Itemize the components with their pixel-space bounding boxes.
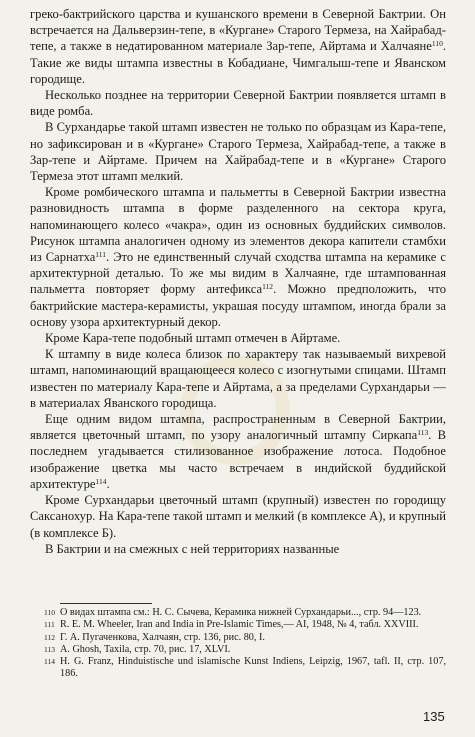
footnotes [38, 607, 446, 681]
paragraph: К штампу в виде колеса близок по характеру так называемый вихревой штамп, напоминающий вращающееся колесо с изогнутыми спицами. Штамп известен по материалу Кара-тепе и Айртама, а за пределами Сурхандарьи — в материалах Яванского городища. [30, 347, 446, 410]
paragraph: Кроме Сурхандарьи цветочный штамп (крупный) известен по городищу Саксанохур. На Кара-тепе такой штамп и мелкий (в комплексе А), и крупный (в комплексе Б). [30, 493, 446, 540]
paragraph: Еще одним видом штампа, распространенным в Северной Бактрии, является цветочный штамп, по узору аналогичный штампу Сиркапа$^{113}$. В последнем угадывается стилизованное изображение лотоса. Подобное изображение цветка мы часто встречаем в индийской буддийской архитектуре$^{114}$. [30, 412, 446, 491]
footnote: 111 R. E. M. Wheeler, Iran and India in Pre-Islamic Times,— AI, 1948, № 4, табл. XXVIII. [44, 619, 419, 631]
paragraph: греко-бактрийского царства и кушанского времени в Северной Бактрии. Он встречается на Дальверзин-тепе, в «Кургане» Старого Термеза, на Хайрабад-тепе, а также в недатированном материале Зар-тепе, Айртама и Халчаяне$^{110}$. Такие же виды штампа известны в Кобадиане, Чимгалыш-тепе и Яванском городище. [30, 7, 446, 86]
paragraph: В Сурхандарье такой штамп известен не только по образцам из Кара-тепе, но зафиксирован и в «Кургане» Старого Термеза, Хайрабад-тепе, а также в Зар-тепе и Айртаме. Причем на Хайрабад-тепе и в «Кургане» Старого Термеза этот штамп мелкий. [30, 120, 446, 184]
footnote-divider [60, 603, 152, 604]
footnote: 113 A. Ghosh, Taxila, стр. 70, рис. 17, XLVI. [44, 643, 231, 655]
page-number: 135 [423, 709, 445, 724]
paragraph: В Бактрии и на смежных с ней территориях названные [45, 541, 340, 556]
paragraph: Несколько позднее на территории Северной Бактрии появляется штамп в виде ромба. [30, 88, 446, 119]
footnote: 112 Г. А. Пугаченкова, Халчаян, стр. 136, рис. 80, I. [44, 631, 265, 643]
footnote: 114 H. G. Franz, Hinduistische und islamische Kunst Indiens, Leipzig, 1967, tafl. II, стр. 107, 186. [44, 656, 446, 680]
paragraph: Кроме ромбического штампа и пальметты в Северной Бактрии известна разновидность штампа в форме разделенного на сектора круга, напоминающего колесо «чакра», один из основных буддийских символов. Рисунок штампа аналогичен одному из элементов декора капители стамбхи из Сарнатха$^{111}$. Это не единственный случай сходства штампа на керамике с архитектурной деталью. То же мы видим в Халчаяне, где штампованная пальметта повторяет форму антефикса$^{112}$. Можно предположить, что бактрийские мастера-керамисты, украшая посуду штампом, иногда брали за основу узора архитектурный декор. [30, 185, 446, 329]
paragraph: Кроме Кара-тепе подобный штамп отмечен в Айртаме. [45, 331, 341, 346]
main-text [30, 6, 446, 557]
footnote: 110 О видах штампа см.: Н. С. Сычева, Керамика нижней Сурхандарьи..., стр. 94—123. [44, 607, 422, 618]
